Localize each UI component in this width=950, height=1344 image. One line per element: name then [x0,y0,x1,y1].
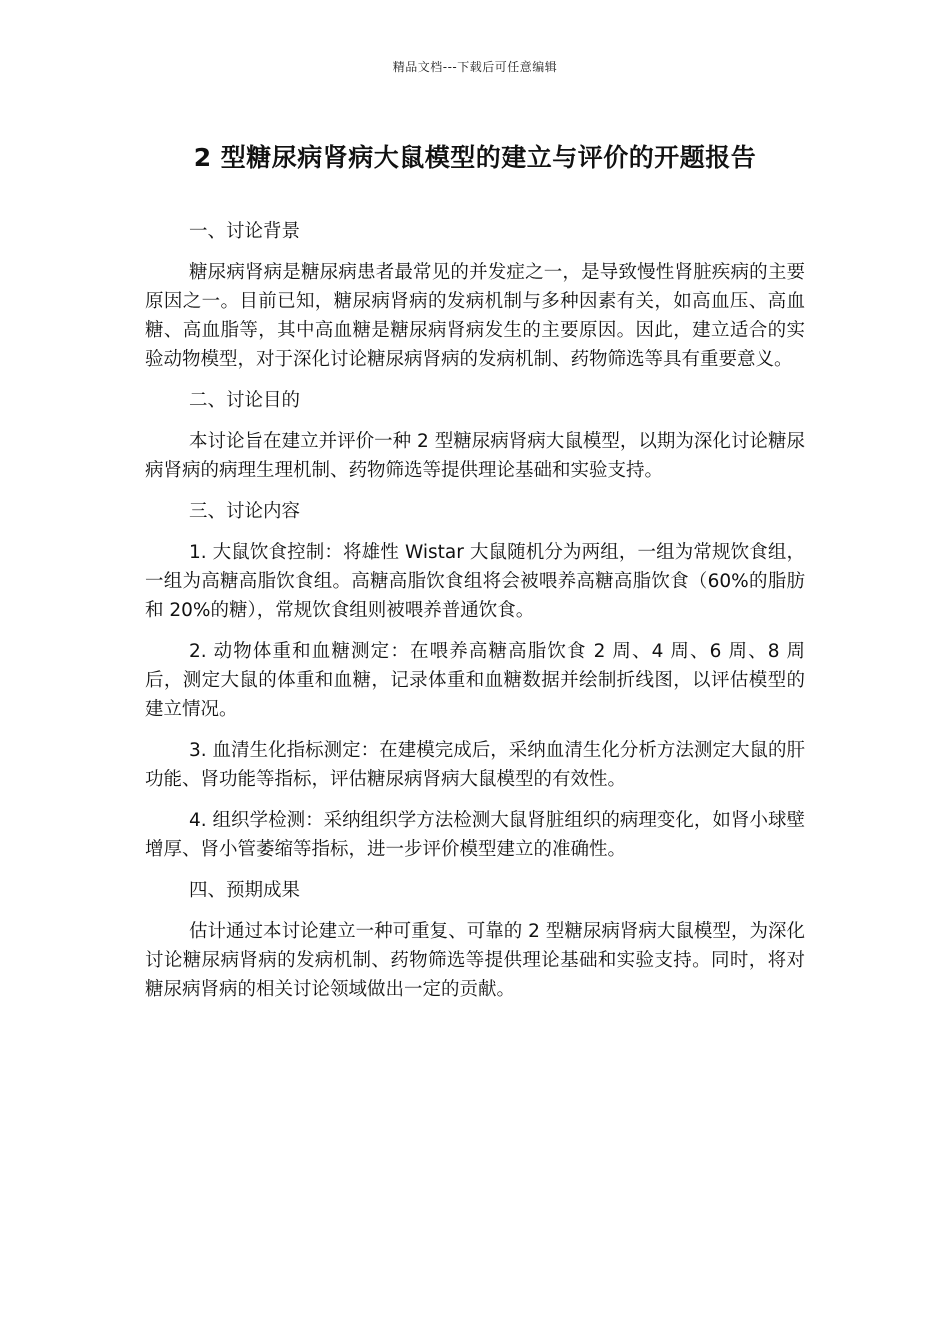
paragraph: 估计通过本讨论建立一种可重复、可靠的 2 型糖尿病肾病大鼠模型，为深化讨论糖尿病肾病的发病机制、药物筛选等提供理论基础和实验支持。同时，将对糖尿病肾病的相关讨论领域做出一定的贡献。 [145,921,805,1000]
paragraph: 2. 动物体重和血糖测定：在喂养高糖高脂饮食 2 周、4 周、6 周、8 周后，测定大鼠的体重和血糖，记录体重和血糖数据并绘制折线图，以评估模型的建立情况。 [145,641,805,720]
page-header: 精品文档---下载后可任意编辑 [392,60,558,74]
paragraph: 糖尿病肾病是糖尿病患者最常见的并发症之一，是导致慢性肾脏疾病的主要原因之一。目前已知，糖尿病肾病的发病机制与多种因素有关，如高血压、高血糖、高血脂等，其中高血糖是糖尿病肾病发生的主要原因。因此，建立适合的实验动物模型，对于深化讨论糖尿病肾病的发病机制、药物筛选等具有重要意义。 [145,262,805,370]
section-expected-results [145,876,805,1004]
paragraph: 3. 血清生化指标测定：在建模完成后，采纳血清生化分析方法测定大鼠的肝功能、肾功能等指标，评估糖尿病肾病大鼠模型的有效性。 [145,740,805,790]
section-background [145,217,805,374]
section-heading: 二、讨论目的 [189,390,301,411]
document-body [145,217,805,1016]
paragraph: 本讨论旨在建立并评价一种 2 型糖尿病肾病大鼠模型，以期为深化讨论糖尿病肾病的病理生理机制、药物筛选等提供理论基础和实验支持。 [145,431,805,481]
paragraph: 1. 大鼠饮食控制：将雄性 Wistar 大鼠随机分为两组，一组为常规饮食组，一组为高糖高脂饮食组。高糖高脂饮食组将会被喂养高糖高脂饮食（60%的脂肪和 20%的糖），常规饮食组则被喂养普通饮食。 [145,542,805,621]
document-title: 2 型糖尿病肾病大鼠模型的建立与评价的开题报告 [193,143,757,172]
section-heading: 三、讨论内容 [189,501,301,522]
section-purpose [145,386,805,485]
section-heading: 一、讨论背景 [189,221,301,242]
section-heading: 四、预期成果 [189,880,301,901]
paragraph: 4. 组织学检测：采纳组织学方法检测大鼠肾脏组织的病理变化，如肾小球壁增厚、肾小管萎缩等指标，进一步评价模型建立的准确性。 [145,810,805,860]
section-content [145,497,805,864]
